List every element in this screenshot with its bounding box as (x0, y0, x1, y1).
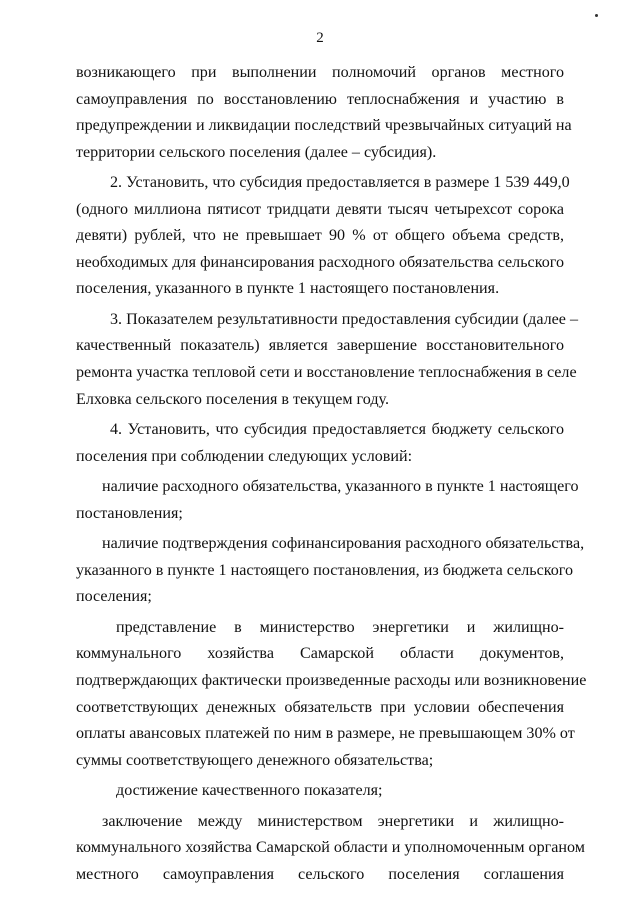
text-line: 3. Показателем результативности предоставления субсидии (далее – (110, 310, 579, 328)
text-line: подтверждающих фактически произведенные расходы или возникновение (76, 672, 587, 690)
paragraph (76, 170, 570, 303)
text-line: Елховка сельского поселения в текущем году. (76, 390, 389, 408)
text-line: суммы соответствующего денежного обязательства; (76, 751, 434, 769)
paragraph (76, 417, 564, 470)
text-line: поселения, указанного в пункте 1 настоящего постановления. (76, 280, 500, 298)
paragraph (76, 531, 585, 611)
text-line: наличие расходного обязательства, указанного в пункте 1 настоящего (102, 478, 579, 496)
text-line: местного самоуправления сельского поселения соглашения (76, 865, 564, 883)
text-line: поселения при соблюдении следующих условий: (76, 447, 413, 465)
text-line: представление в министерство энергетики и жилищно- (116, 618, 564, 636)
text-line: постановления; (76, 504, 183, 522)
text-line: заключение между министерством энергетики и жилищно- (102, 812, 564, 830)
paragraph (76, 809, 585, 889)
text-line: коммунального хозяйства Самарской области документов, (76, 645, 564, 663)
paragraph (76, 615, 587, 774)
scan-speck (595, 14, 598, 17)
text-line: поселения; (76, 588, 152, 606)
text-line: предупреждении и ликвидации последствий чрезвычайных ситуаций на (76, 117, 572, 135)
text-line: девяти) рублей, что не превышает 90 % от общего объема средств, (76, 227, 564, 245)
text-line: ремонта участка тепловой сети и восстановление теплоснабжения в селе (76, 364, 577, 382)
text-line: достижение качественного показателя; (116, 782, 383, 800)
paragraph (76, 307, 579, 413)
text-line: территории сельского поселения (далее – субсидия). (76, 143, 437, 161)
page-number: 2 (316, 30, 324, 46)
text-line: необходимых для финансирования расходного обязательства сельского (76, 253, 564, 271)
text-line: качественный показатель) является завершение восстановительного (76, 337, 564, 355)
text-line: соответствующих денежных обязательств при условии обеспечения (76, 698, 564, 716)
text-line: самоуправления по восстановлению теплоснабжения и участию в (76, 90, 564, 108)
text-line: возникающего при выполнении полномочий органов местного (76, 64, 564, 81)
paragraph (76, 60, 572, 166)
text-line: коммунального хозяйства Самарской области и уполномоченным органом (76, 839, 585, 857)
document-body (76, 60, 587, 888)
text-line: наличие подтверждения софинансирования расходного обязательства, (102, 535, 585, 553)
text-line: указанного в пункте 1 настоящего постановления, из бюджета сельского (76, 561, 574, 579)
text-line: оплаты авансовых платежей по ним в размере, не превышающем 30% от (76, 725, 575, 743)
paragraph (76, 474, 579, 527)
text-line: 2. Установить, что субсидия предоставляется в размере 1 539 449,0 (110, 174, 570, 192)
paragraph (76, 778, 564, 805)
text-line: 4. Установить, что субсидия предоставляется бюджету сельского (110, 421, 564, 439)
text-line: (одного миллиона пятисот тридцати девяти тысяч четырехсот сорока (76, 200, 564, 218)
